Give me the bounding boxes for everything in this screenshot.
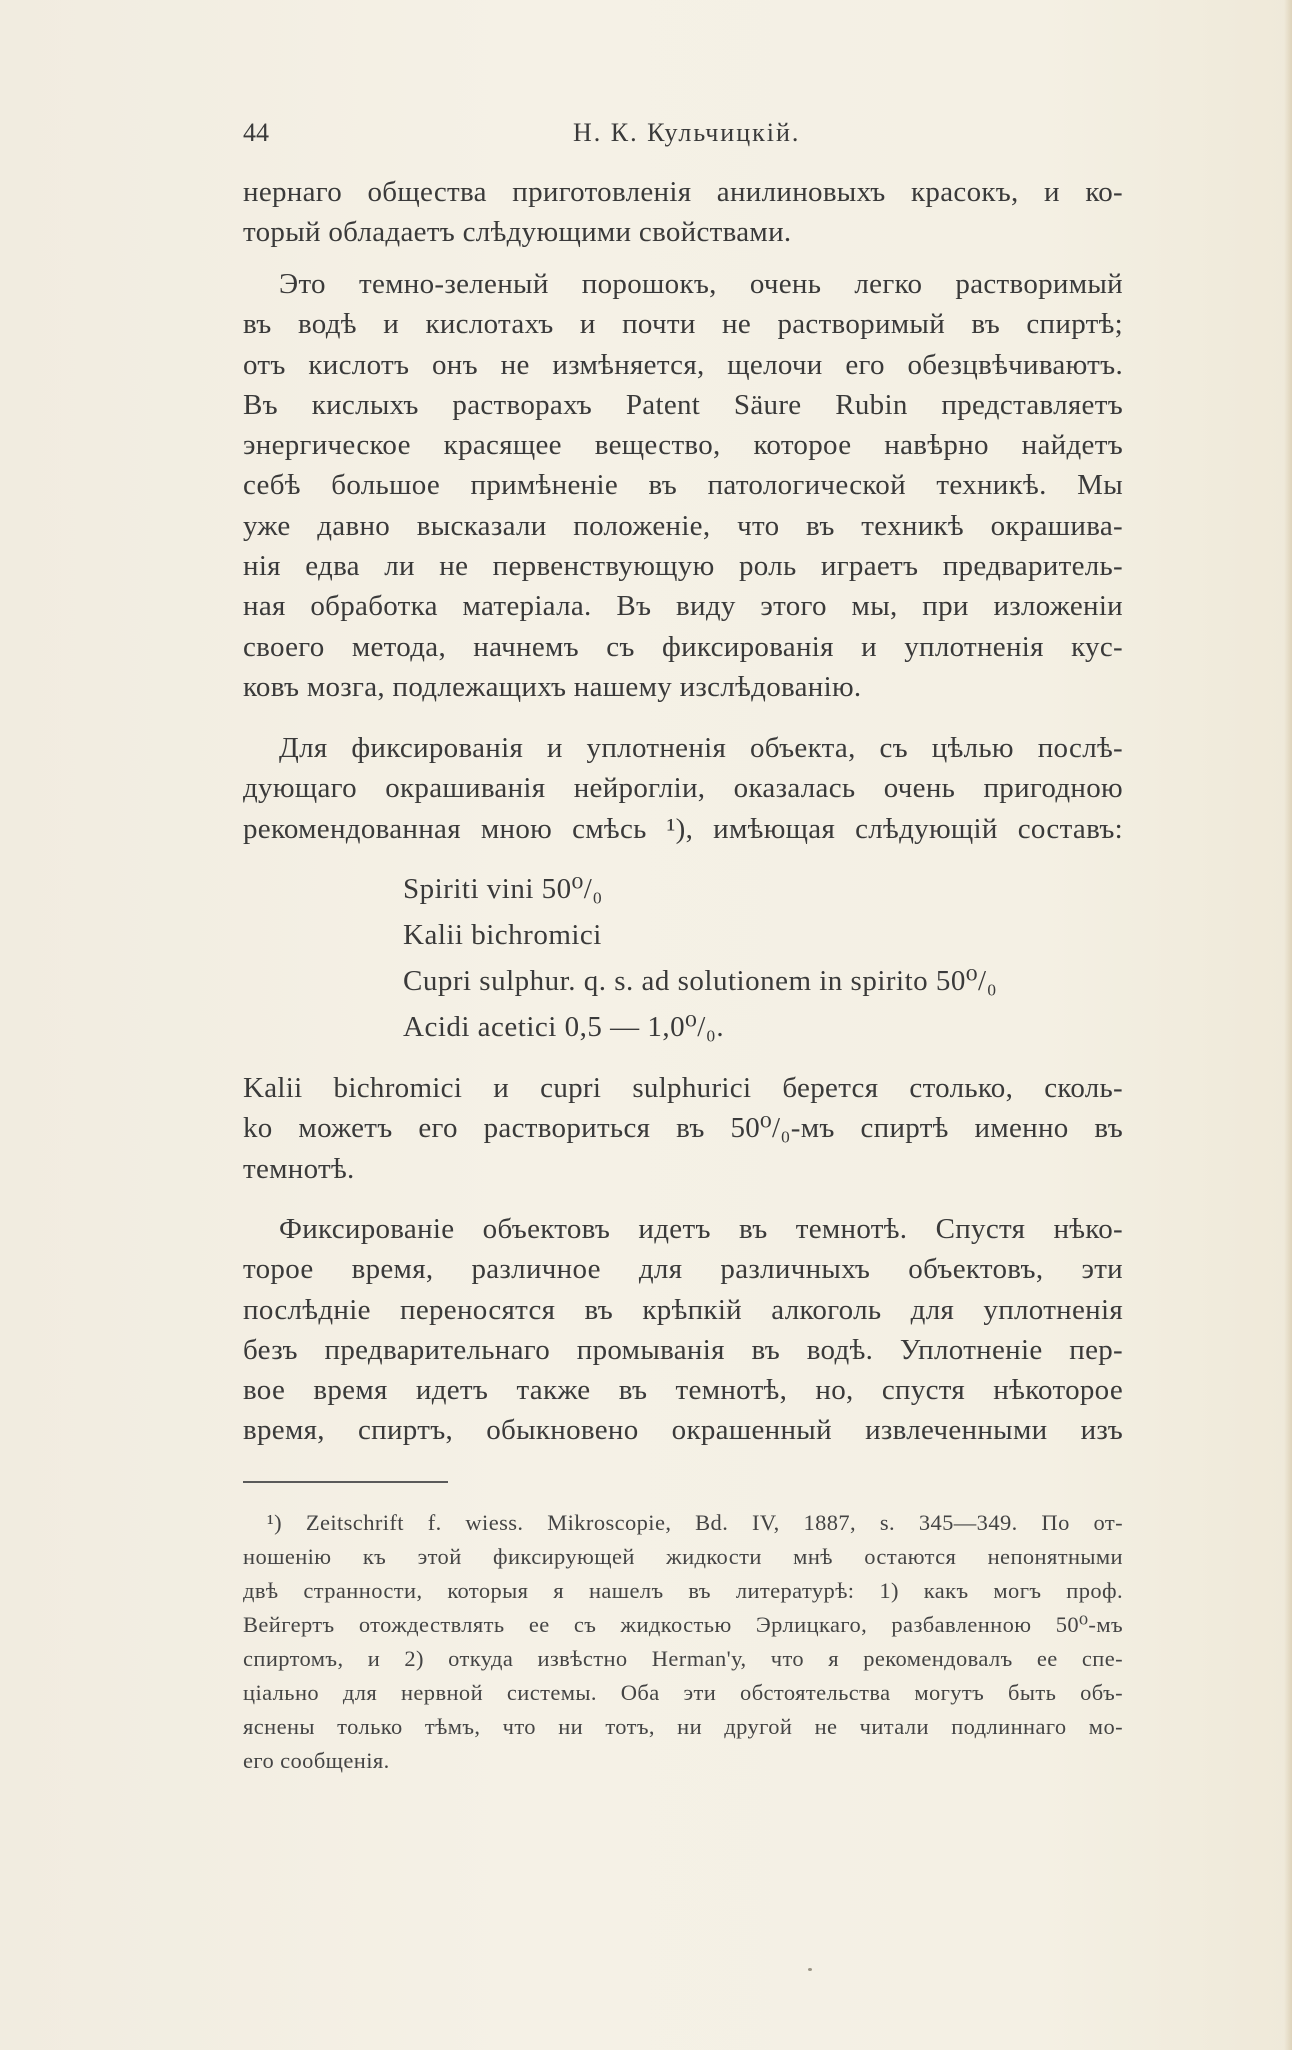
text-line: нернаго общества приготовленія анилиновыхъ красокъ, и ко- (243, 176, 1123, 208)
text-line: энергическое красящее вещество, которое навѣрно найдетъ (243, 429, 1123, 462)
text-line: время, спиртъ, обыкновено окрашенный извлеченными изъ (243, 1414, 1123, 1447)
text-line: темнотѣ. (243, 1152, 355, 1185)
text-line: себѣ большое примѣненіе въ патологической техникѣ. Мы (243, 469, 1123, 502)
footnote-separator (243, 1481, 448, 1483)
text-line: дующаго окрашиванія нейрогліи, оказалась очень пригодною (243, 772, 1123, 805)
footnote-line: спиртомъ, и 2) откуда извѣстно Herman'у, что я рекомендовалъ ее спе- (243, 1646, 1123, 1671)
text-line: своего метода, начнемъ съ фиксированія и уплотненія кус- (243, 630, 1123, 663)
paper-speck (808, 1968, 812, 1971)
text-line: рекомендованная мною смѣсь ¹), имѣющая слѣдующій составъ: (243, 812, 1123, 845)
text-line: ная обработка матеріала. Въ виду этого мы, при изложеніи (243, 590, 1123, 623)
footnote-line: яснены только тѣмъ, что ни тотъ, ни другой не читали подлиннаго мо- (243, 1714, 1123, 1739)
page-number: 44 (243, 118, 269, 147)
page-edge-shadow (1284, 0, 1292, 2050)
text-line: ковъ мозга, подлежащихъ нашему изслѣдованію. (243, 670, 862, 703)
paragraph-2 (243, 264, 1123, 707)
footnote-line: ношенію къ этой фиксирующей жидкости мнѣ остаются непонятными (243, 1544, 1123, 1569)
text-line: безъ предварительнаго промыванія въ водѣ. Уплотненіе пер- (243, 1333, 1123, 1366)
text-line: уже давно высказали положеніе, что въ техникѣ окрашива- (243, 509, 1123, 542)
paragraph-4 (243, 1068, 1123, 1189)
formula-line: Acidi acetici 0,5 — 1,0⁰/₀. (403, 1011, 725, 1043)
footnote-line: двѣ странности, которыя я нашелъ въ литературѣ: 1) какъ могъ проф. (243, 1578, 1123, 1603)
text-line: вое время идетъ также въ темнотѣ, но, спустя нѣкоторое (243, 1374, 1123, 1407)
paragraph-3 (243, 728, 1123, 849)
footnote-line: его сообщенія. (243, 1748, 390, 1773)
text-line: Фиксированіе объектовъ идетъ въ темнотѣ. Спустя нѣко- (279, 1213, 1123, 1245)
text-line: Это темно-зеленый порошокъ, очень легко растворимый (279, 268, 1123, 300)
formula-line: Cupri sulphur. q. s. ad solutionem in spirito 50⁰/₀ (403, 965, 998, 997)
formula-line: Kalii bichromici (403, 919, 602, 951)
recipe-formula (403, 866, 997, 1050)
running-title: Н. К. Кульчицкій. (573, 118, 801, 147)
formula-line: Spiriti vini 50⁰/₀ (403, 873, 603, 905)
text-line: нія едва ли не первенствующую роль играетъ предваритель- (243, 550, 1123, 583)
page-header (243, 118, 1123, 158)
text-line: Для фиксированія и уплотненія объекта, съ цѣлью послѣ- (279, 732, 1123, 764)
text-line: отъ кислотъ онъ не измѣняется, щелочи его обезцвѣчиваютъ. (243, 348, 1123, 381)
footnote-line: Вейгертъ отождествлять ее съ жидкостью Эрлицкаго, разбавленною 50⁰-мъ (243, 1612, 1123, 1637)
footnote-line: ¹) Zeitschrift f. wiess. Mikroscopie, Bd. IV, 1887, s. 345—349. По от- (267, 1510, 1123, 1535)
text-line: послѣдніе переносятся въ крѣпкій алкоголь для уплотненія (243, 1293, 1123, 1326)
text-line: ko можетъ его раствориться въ 50⁰/₀-мъ спиртѣ именно въ (243, 1112, 1123, 1145)
text-line: торый обладаетъ слѣдующими свойствами. (243, 216, 792, 249)
text-line: Kalii bichromici и cupri sulphurici берется столько, сколь- (243, 1072, 1123, 1104)
paragraph-1 (243, 172, 1123, 253)
footnote (243, 1506, 1123, 1778)
footnote-line: ціально для нервной системы. Оба эти обстоятельства могутъ быть объ- (243, 1680, 1123, 1705)
text-line: Въ кислыхъ растворахъ Patent Säure Rubin представляетъ (243, 388, 1123, 421)
text-line: торое время, различное для различныхъ объектовъ, эти (243, 1253, 1123, 1286)
text-line: въ водѣ и кислотахъ и почти не растворимый въ спиртѣ; (243, 308, 1123, 341)
paragraph-5 (243, 1209, 1123, 1451)
